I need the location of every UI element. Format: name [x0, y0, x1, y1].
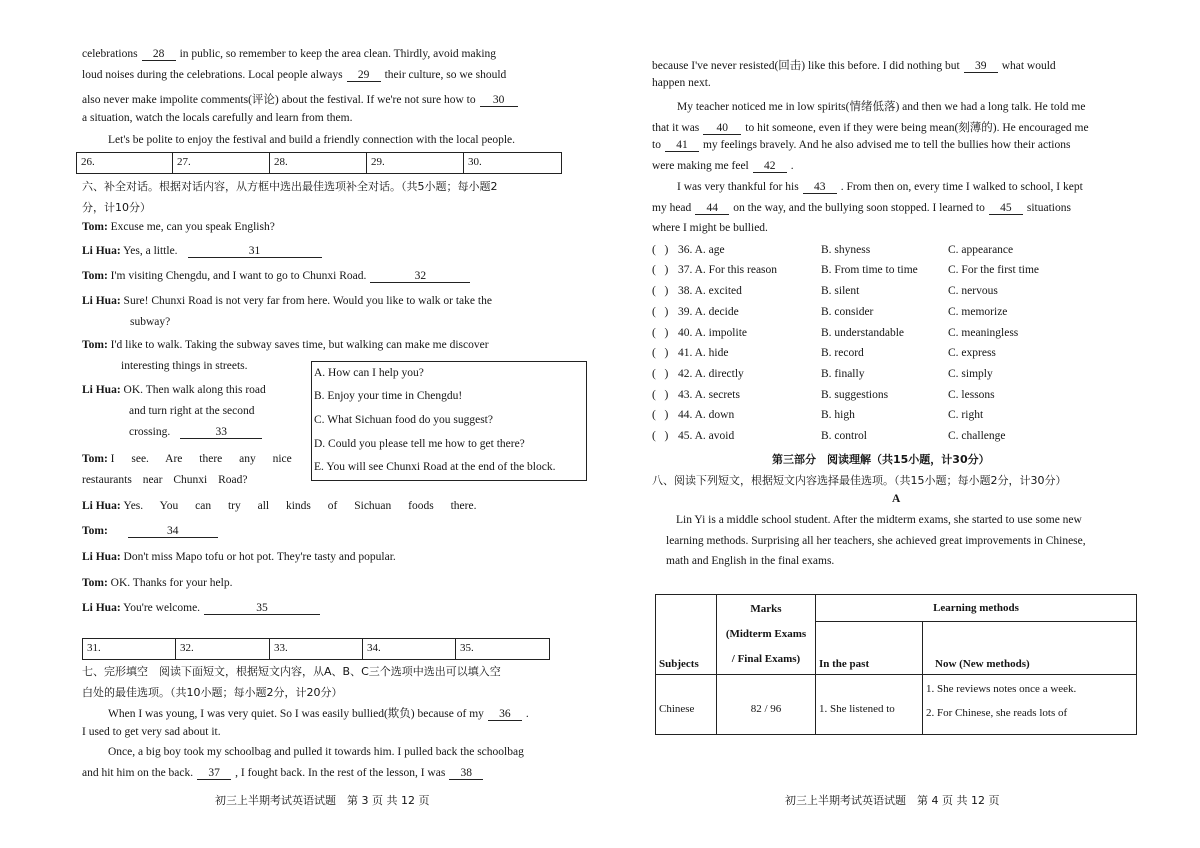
table-header-subjects: Subjects [656, 595, 717, 675]
answer-cell[interactable]: 28. [270, 153, 367, 173]
table-cell-now: 1. She reviews notes once a week. 2. For Chinese, she reads lots of [923, 675, 1137, 735]
answer-cell[interactable]: 31. [83, 639, 176, 659]
blank-32[interactable]: 32 [370, 270, 470, 283]
section-8-heading: 八、阅读下列短文，根据短文内容选择最佳选项。（共15小题；每小题2分，计30分） [652, 474, 1067, 487]
answer-bracket[interactable]: ( ) [652, 389, 669, 401]
option-b[interactable]: B. finally [821, 368, 865, 380]
speaker: Tom: [82, 221, 108, 233]
answer-bracket[interactable]: ( ) [652, 327, 669, 339]
blank-45[interactable]: 45 [989, 202, 1023, 215]
blank-44[interactable]: 44 [695, 202, 729, 215]
passage-line: Lin Yi is a middle school student. After the midterm exams, she started to use some new [676, 514, 1082, 526]
option-b[interactable]: B. high [821, 409, 855, 421]
option-b[interactable]: B. Enjoy your time in Chengdu! [314, 390, 463, 402]
question-40: ( ) 40. A. impolite B. understandable C. meaningless [652, 327, 1019, 339]
cloze-line: were making me feel 42 . [652, 160, 794, 172]
question-39: ( ) 39. A. decide B. consider C. memorize [652, 306, 1008, 318]
speaker: Tom: [82, 525, 108, 537]
part-3-heading: 第三部分 阅读理解（共15小题，计30分） [772, 453, 990, 466]
option-c[interactable]: C. express [948, 347, 996, 359]
dialogue-line: Tom: OK. Thanks for your help. [82, 577, 233, 589]
dialogue-cont: subway? [130, 316, 171, 328]
question-36: ( ) 36. A. age B. shyness C. appearance [652, 244, 1014, 256]
question-42: ( ) 42. A. directly B. finally C. simply [652, 368, 993, 380]
dialogue-cont: interesting things in streets. [121, 360, 248, 372]
answer-bracket[interactable]: ( ) [652, 368, 669, 380]
option-d[interactable]: D. Could you please tell me how to get there? [314, 438, 525, 450]
cloze-line: that it was 40 to hit someone, even if they were being mean(刻薄的). He encouraged me [652, 122, 1089, 134]
table-header-past: In the past [816, 622, 923, 675]
option-b[interactable]: B. control [821, 430, 867, 442]
para-line: also never make impolite comments(评论) about the festival. If we're not sure how to 30 [82, 91, 522, 107]
speaker: Tom: [82, 453, 108, 465]
dialogue-cont: crossing. 33 [129, 426, 266, 439]
option-b[interactable]: B. shyness [821, 244, 871, 256]
cloze-line: my head 44 on the way, and the bullying soon stopped. I learned to 45 situations [652, 202, 1071, 214]
table-header-marks: Marks (Midterm Exams / Final Exams) [717, 595, 816, 675]
page-footer: 初三上半期考试英语试题 第 3 页 共 12 页 [215, 794, 430, 807]
option-c[interactable]: C. What Sichuan food do you suggest? [314, 414, 493, 426]
blank-42[interactable]: 42 [753, 160, 787, 173]
question-44: ( ) 44. A. down B. high C. right [652, 409, 984, 421]
speaker: Li Hua: [82, 551, 121, 563]
question-38: ( ) 38. A. excited B. silent C. nervous [652, 285, 998, 297]
table-header-methods: Learning methods [816, 595, 1137, 622]
learning-methods-table [655, 594, 1137, 735]
speaker: Li Hua: [82, 500, 121, 512]
answer-bracket[interactable]: ( ) [652, 347, 669, 359]
option-c[interactable]: C. appearance [948, 244, 1014, 256]
option-c[interactable]: C. For the first time [948, 264, 1040, 276]
option-c[interactable]: C. right [948, 409, 984, 421]
dialogue-line: Li Hua: Sure! Chunxi Road is not very far from here. Would you like to walk or take the [82, 295, 492, 307]
answer-cell[interactable]: 35. [460, 642, 474, 654]
dialogue-cont: and turn right at the second [129, 405, 255, 417]
speaker: Tom: [82, 577, 108, 589]
answer-cell[interactable]: 26. [77, 153, 173, 173]
section-6-heading: 六、补全对话。根据对话内容，从方框中选出最佳选项补全对话。（共5小题；每小题2 [82, 180, 498, 193]
table-cell-subject: Chinese [656, 675, 717, 735]
speaker: Li Hua: [82, 245, 121, 257]
blank-34[interactable]: 34 [128, 525, 218, 538]
cloze-line: My teacher noticed me in low spirits(情绪低落) and then we had a long talk. He told me [677, 101, 1086, 113]
cloze-line: Once, a big boy took my schoolbag and pulled it towards him. I pulled back the schoolbag [108, 746, 524, 758]
option-b[interactable]: B. consider [821, 306, 874, 318]
cloze-line: to 41 my feelings bravely. And he also advised me to tell the bullies how their actions [652, 139, 1071, 151]
dialogue-line: Li Hua: Don't miss Mapo tofu or hot pot. They're tasty and popular. [82, 551, 396, 563]
dialogue-line: Tom: I'd like to walk. Taking the subway saves time, but walking can make me discover [82, 339, 489, 351]
cloze-line: When I was young, I was very quiet. So I was easily bullied(欺负) because of my 36 . [108, 708, 529, 720]
blank-39[interactable]: 39 [964, 60, 998, 73]
blank-35[interactable]: 35 [204, 602, 320, 615]
blank-43[interactable]: 43 [803, 181, 837, 194]
passage-label: A [892, 493, 901, 505]
table-header-now: Now (New methods) [923, 622, 1137, 675]
dialogue-line: Tom: I see. Are there any nice [82, 453, 292, 465]
option-b[interactable]: B. understandable [821, 327, 905, 339]
blank-37[interactable]: 37 [197, 767, 231, 780]
answer-bracket[interactable]: ( ) [652, 285, 669, 297]
cloze-line: and hit him on the back. 37 , I fought back. In the rest of the lesson, I was 38 [82, 767, 487, 780]
blank-41[interactable]: 41 [665, 139, 699, 152]
cloze-line: because I've never resisted(回击) like this before. I did nothing but 39 what would [652, 60, 1056, 72]
dialogue-cont: restaurants near Chunxi Road? [82, 474, 248, 486]
question-37: ( ) 37. A. For this reason B. From time to time C. For the first time [652, 264, 1040, 276]
option-b[interactable]: B. From time to time [821, 264, 918, 276]
option-e[interactable]: E. You will see Chunxi Road at the end of the block. [314, 461, 556, 473]
table-cell-marks: 82 / 96 [717, 675, 816, 735]
blank-28[interactable]: 28 [142, 48, 176, 61]
option-c[interactable]: C. simply [948, 368, 993, 380]
answer-row-26-30 [76, 152, 562, 174]
blank-31[interactable]: 31 [188, 245, 322, 258]
answer-bracket[interactable]: ( ) [652, 306, 669, 318]
blank-29[interactable]: 29 [347, 69, 381, 82]
answer-bracket[interactable]: ( ) [652, 409, 669, 421]
table-cell-past: 1. She listened to [816, 675, 923, 735]
question-45: ( ) 45. A. avoid B. control C. challenge [652, 430, 1006, 442]
section-6-heading-cont: 分，计10分） [82, 201, 151, 214]
para-line: Let's be polite to enjoy the festival and build a friendly connection with the local people. [108, 134, 516, 146]
dialogue-line: Li Hua: Yes, a little. 31 [82, 245, 326, 258]
section-7-heading-cont: 白处的最佳选项。（共10小题；每小题2分，计20分） [82, 686, 343, 699]
dialogue-line: Li Hua: OK. Then walk along this road [82, 384, 266, 396]
option-b[interactable]: B. suggestions [821, 389, 889, 401]
answer-bracket[interactable]: ( ) [652, 264, 669, 276]
blank-40[interactable]: 40 [703, 122, 741, 135]
section-7-heading: 七、完形填空 阅读下面短文，根据短文内容，从A、B、C三个选项中选出可以填入空 [82, 665, 501, 678]
option-c[interactable]: C. memorize [948, 306, 1008, 318]
dialogue-line: Tom: Excuse me, can you speak English? [82, 221, 275, 233]
option-c[interactable]: C. challenge [948, 430, 1006, 442]
passage-line: learning methods. Surprising all her teachers, she achieved great improvements in Chinese, [666, 535, 1086, 547]
dialogue-line [82, 525, 222, 538]
cloze-line: where I might be bullied. [652, 222, 768, 234]
question-41: ( ) 41. A. hide B. record C. express [652, 347, 996, 359]
answer-cell[interactable]: 27. [173, 153, 270, 173]
answer-cell[interactable]: 30. [468, 156, 482, 168]
para-line: celebrations 28 in public, so remember to keep the area clean. Thirdly, avoid making [82, 48, 497, 60]
option-c[interactable]: C. meaningless [948, 327, 1019, 339]
answer-cell[interactable]: 32. [176, 639, 270, 659]
answer-cell[interactable]: 33. [270, 639, 363, 659]
answer-bracket[interactable]: ( ) [652, 244, 669, 256]
answer-cell[interactable]: 34. [363, 639, 456, 659]
passage-line: math and English in the final exams. [666, 555, 835, 567]
option-a[interactable]: A. How can I help you? [314, 367, 424, 379]
blank-30[interactable]: 30 [480, 94, 518, 107]
cloze-line: I was very thankful for his 43 . From then on, every time I walked to school, I kept [677, 181, 1083, 193]
dialogue-line: Li Hua: Yes. You can try all kinds of Sichuan foods there. [82, 500, 477, 512]
option-b[interactable]: B. silent [821, 285, 860, 297]
speaker: Tom: [82, 339, 108, 351]
question-43: ( ) 43. A. secrets B. suggestions C. lessons [652, 389, 995, 401]
speaker: Li Hua: [82, 602, 121, 614]
blank-38[interactable]: 38 [449, 767, 483, 780]
speaker: Li Hua: [82, 295, 121, 307]
cloze-line: I used to get very sad about it. [82, 726, 221, 738]
cloze-line: happen next. [652, 77, 711, 89]
dialogue-line: Tom: I'm visiting Chengdu, and I want to go to Chunxi Road. 32 [82, 270, 474, 283]
para-line: a situation, watch the locals carefully and learn from them. [82, 112, 353, 124]
options-box [311, 361, 587, 481]
blank-33[interactable]: 33 [180, 426, 262, 439]
answer-cell[interactable]: 29. [367, 153, 464, 173]
dialogue-line: Li Hua: You're welcome. 35 [82, 602, 324, 615]
speaker: Tom: [82, 270, 108, 282]
page-footer: 初三上半期考试英语试题 第 4 页 共 12 页 [785, 794, 1000, 807]
blank-36[interactable]: 36 [488, 708, 522, 721]
answer-bracket[interactable]: ( ) [652, 430, 669, 442]
para-line: loud noises during the celebrations. Local people always 29 their culture, so we should [82, 69, 507, 81]
answer-row-31-35 [82, 638, 550, 660]
option-b[interactable]: B. record [821, 347, 864, 359]
speaker: Li Hua: [82, 384, 121, 396]
option-c[interactable]: C. nervous [948, 285, 998, 297]
option-c[interactable]: C. lessons [948, 389, 995, 401]
